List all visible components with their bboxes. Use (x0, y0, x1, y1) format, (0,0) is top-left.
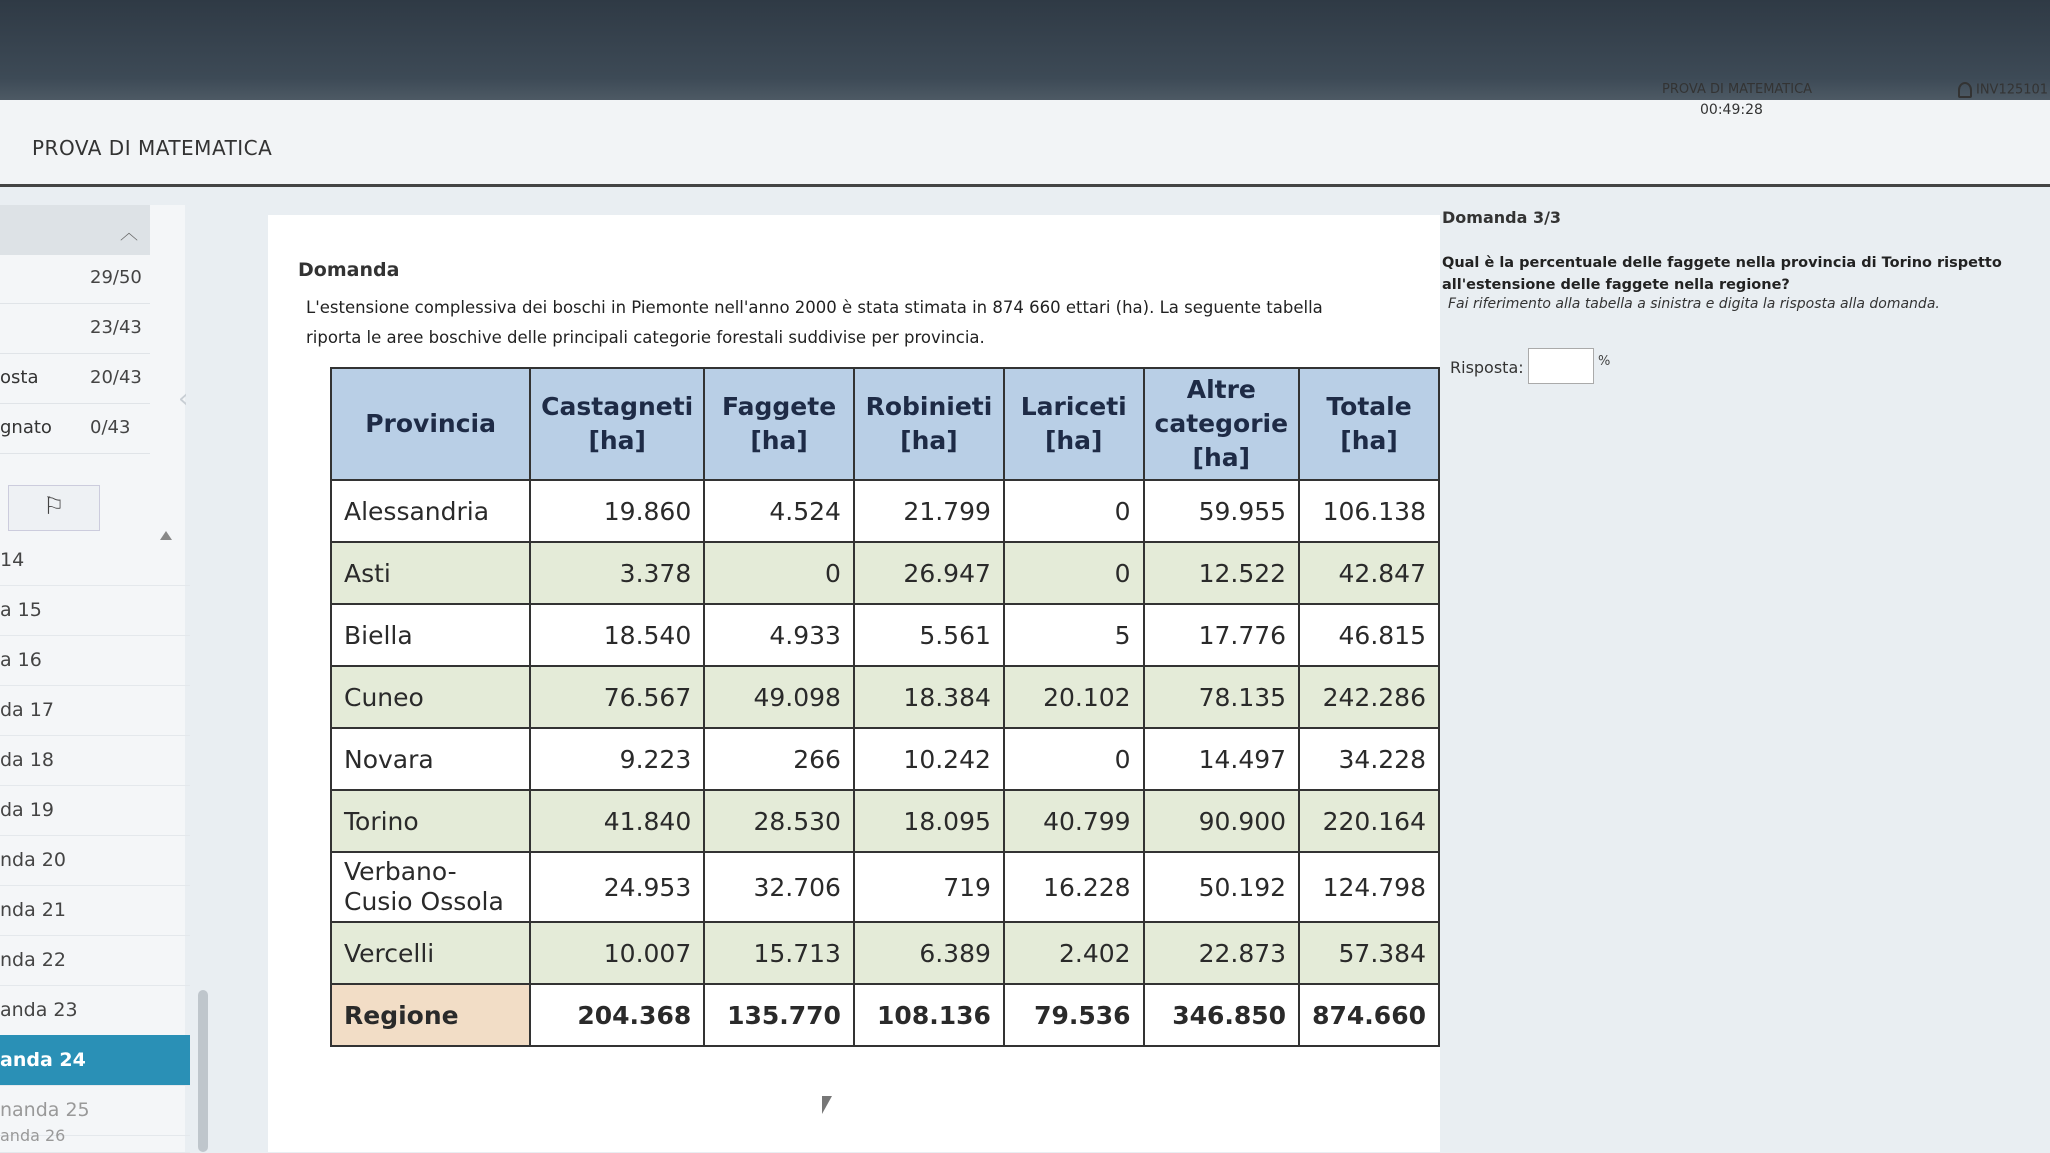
table-cell: 4.933 (704, 604, 854, 666)
app-header (0, 82, 2050, 187)
table-cell: 24.953 (530, 852, 704, 922)
table-cell: Novara (331, 728, 530, 790)
table-row (331, 604, 1439, 666)
sidebar-question-item[interactable]: anda 23 (0, 985, 190, 1036)
table-header-row (331, 368, 1439, 480)
table-cell: 32.706 (704, 852, 854, 922)
exam-label: PROVA DI MATEMATICA (1662, 82, 1813, 97)
table-cell: 108.136 (854, 984, 1004, 1046)
table-cell: 220.164 (1299, 790, 1439, 852)
sidebar-scrollbar[interactable] (198, 990, 208, 1152)
flag-button[interactable] (8, 485, 100, 531)
user-badge (1958, 82, 2048, 98)
table-cell: 6.389 (854, 922, 1004, 984)
chevron-left-icon[interactable]: ‹ (178, 384, 189, 414)
sidebar-question-item[interactable]: da 17 (0, 685, 190, 736)
table-cell: Regione (331, 984, 530, 1046)
answer-label: Risposta: (1450, 358, 1524, 377)
table-header: Provincia (331, 368, 530, 480)
table-cell: 18.095 (854, 790, 1004, 852)
table-row (331, 790, 1439, 852)
table-cell: 135.770 (704, 984, 854, 1046)
table-cell: 17.776 (1144, 604, 1300, 666)
unit-label: % (1598, 354, 1611, 369)
table-cell: 0 (1004, 542, 1144, 604)
table-cell: 26.947 (854, 542, 1004, 604)
table-cell-grand-total: 874.660 (1299, 984, 1439, 1046)
table-header: Faggete [ha] (704, 368, 854, 480)
table-cell: 346.850 (1144, 984, 1300, 1046)
sidebar-question-item[interactable]: a 16 (0, 635, 190, 686)
table-cell: 21.799 (854, 480, 1004, 542)
table-cell: 76.567 (530, 666, 704, 728)
sidebar-question-item-active[interactable]: anda 24 (0, 1035, 190, 1086)
user-id: INV125101 (1976, 82, 2049, 98)
mouse-cursor-icon (822, 1096, 832, 1114)
question-number: Domanda 3/3 (1442, 208, 1562, 227)
sidebar-stat: 29/50 (0, 255, 150, 304)
table-cell: 12.522 (1144, 542, 1300, 604)
sidebar-collapse-button[interactable] (0, 205, 150, 255)
question-intro: L'estensione complessiva dei boschi in Piemonte nell'anno 2000 è stata stimata in 874 660 ettari (ha). La seguente tabella riporta le aree boschive delle principali categorie forestali suddivise per provincia. (306, 298, 1323, 347)
table-cell: 15.713 (704, 922, 854, 984)
table-cell: 50.192 (1144, 852, 1300, 922)
table-cell: Biella (331, 604, 530, 666)
table-cell: 40.799 (1004, 790, 1144, 852)
table-row (331, 480, 1439, 542)
table-cell: 5.561 (854, 604, 1004, 666)
sidebar-stat: 23/43 (0, 305, 150, 354)
flag-icon: ⚐ (43, 492, 65, 520)
table-cell: 46.815 (1299, 604, 1439, 666)
table-cell: 3.378 (530, 542, 704, 604)
table-cell: 124.798 (1299, 852, 1439, 922)
table-header: Lariceti [ha] (1004, 368, 1144, 480)
table-cell: Asti (331, 542, 530, 604)
app-title: PROVA DI MATEMATICA (32, 136, 273, 160)
sidebar-stat: gnato 0/43 (0, 405, 150, 454)
table-cell: 20.102 (1004, 666, 1144, 728)
table-cell: 0 (1004, 728, 1144, 790)
question-section-title: Domanda (298, 259, 400, 281)
sidebar-stat: osta 20/43 (0, 355, 150, 404)
sidebar-question-item[interactable]: da 18 (0, 735, 190, 786)
table-cell: 78.135 (1144, 666, 1300, 728)
table-header: Castagneti [ha] (530, 368, 704, 480)
sidebar-question-item[interactable]: nanda 25 (0, 1085, 190, 1136)
table-row (331, 728, 1439, 790)
table-cell: 18.540 (530, 604, 704, 666)
sidebar-question-item[interactable]: anda 26 (0, 1120, 190, 1153)
table-row-total (331, 984, 1439, 1046)
table-cell: 28.530 (704, 790, 854, 852)
table-cell: 59.955 (1144, 480, 1300, 542)
table-cell: Torino (331, 790, 530, 852)
table-cell: Vercelli (331, 922, 530, 984)
table-row (331, 542, 1439, 604)
sidebar-question-item[interactable]: 14 (0, 535, 190, 586)
sidebar-question-item[interactable]: nda 21 (0, 885, 190, 936)
question-card (268, 215, 1440, 1152)
table-row (331, 922, 1439, 984)
table-cell: 106.138 (1299, 480, 1439, 542)
table-cell: 5 (1004, 604, 1144, 666)
table-cell: 79.536 (1004, 984, 1144, 1046)
table-cell: 19.860 (530, 480, 704, 542)
table-cell: 42.847 (1299, 542, 1439, 604)
table-cell: 57.384 (1299, 922, 1439, 984)
table-cell: 10.007 (530, 922, 704, 984)
table-cell: 16.228 (1004, 852, 1144, 922)
question-hint: Fai riferimento alla tabella a sinistra e digita la risposta alla domanda. (1448, 296, 1940, 312)
table-cell: Cuneo (331, 666, 530, 728)
user-icon (1958, 82, 1972, 98)
table-cell: Verbano-Cusio Ossola (331, 852, 530, 922)
sidebar-question-item[interactable]: a 15 (0, 585, 190, 636)
table-cell: 41.840 (530, 790, 704, 852)
sidebar-question-item[interactable]: da 19 (0, 785, 190, 836)
table-cell: 22.873 (1144, 922, 1300, 984)
table-cell: 10.242 (854, 728, 1004, 790)
table-cell: Alessandria (331, 480, 530, 542)
sidebar-question-item[interactable]: nda 20 (0, 835, 190, 886)
question-text: Qual è la percentuale delle faggete nella provincia di Torino rispetto all'estensione delle faggete nella regione? (1442, 255, 2002, 293)
table-cell: 0 (704, 542, 854, 604)
question-sidebar (0, 205, 185, 1152)
table-cell: 34.228 (1299, 728, 1439, 790)
table-header: Totale [ha] (1299, 368, 1439, 480)
table-cell: 266 (704, 728, 854, 790)
answer-input[interactable] (1528, 348, 1594, 384)
table-cell: 0 (1004, 480, 1144, 542)
table-cell: 49.098 (704, 666, 854, 728)
table-cell: 90.900 (1144, 790, 1300, 852)
table-header: Robinieti [ha] (854, 368, 1004, 480)
table-row (331, 666, 1439, 728)
table-cell: 2.402 (1004, 922, 1144, 984)
table-header: Altre categorie [ha] (1144, 368, 1300, 480)
table-cell: 204.368 (530, 984, 704, 1046)
table-row (331, 852, 1439, 922)
forest-table (330, 367, 1440, 1047)
exam-timer: 00:49:28 (1700, 102, 1763, 118)
table-cell: 242.286 (1299, 666, 1439, 728)
table-cell: 4.524 (704, 480, 854, 542)
sidebar-question-item[interactable]: nda 22 (0, 935, 190, 986)
table-cell: 9.223 (530, 728, 704, 790)
table-cell: 18.384 (854, 666, 1004, 728)
table-cell: 719 (854, 852, 1004, 922)
table-cell: 14.497 (1144, 728, 1300, 790)
chevron-up-icon: ︿ (120, 223, 138, 244)
